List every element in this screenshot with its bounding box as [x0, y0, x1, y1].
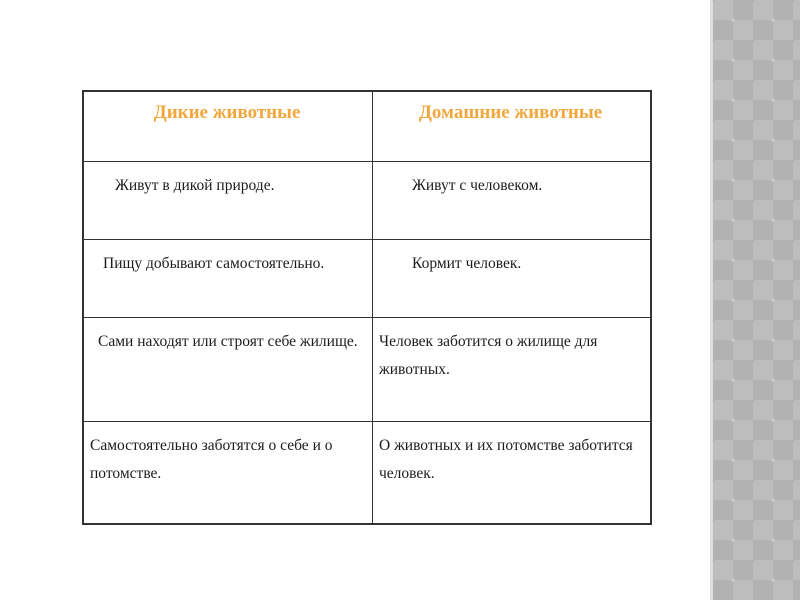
- table-header-wild-animals: Дикие животные: [84, 92, 373, 162]
- decorative-diamond-band: [710, 0, 800, 600]
- table-cell-domestic-shelter: Человек заботится о жилище для животных.: [373, 318, 650, 422]
- table-cell-wild-food: Пищу добывают самостоятельно.: [84, 240, 373, 318]
- table-cell-domestic-habitat: Живут с человеком.: [373, 162, 650, 240]
- comparison-table: [82, 90, 652, 525]
- table-header-domestic-animals: Домашние животные: [373, 92, 650, 162]
- table-cell-domestic-offspring: О животных и их потомстве заботится человек.: [379, 437, 633, 482]
- table-cell-wild-habitat: Живут в дикой природе.: [84, 162, 373, 240]
- table-cell-domestic-food: Кормит человек.: [373, 240, 650, 318]
- table-cell-wild-offspring: Самостоятельно заботятся о себе и о потомстве.: [84, 422, 373, 523]
- table-cell-wild-shelter: Сами находят или строят себе жилище.: [84, 318, 373, 422]
